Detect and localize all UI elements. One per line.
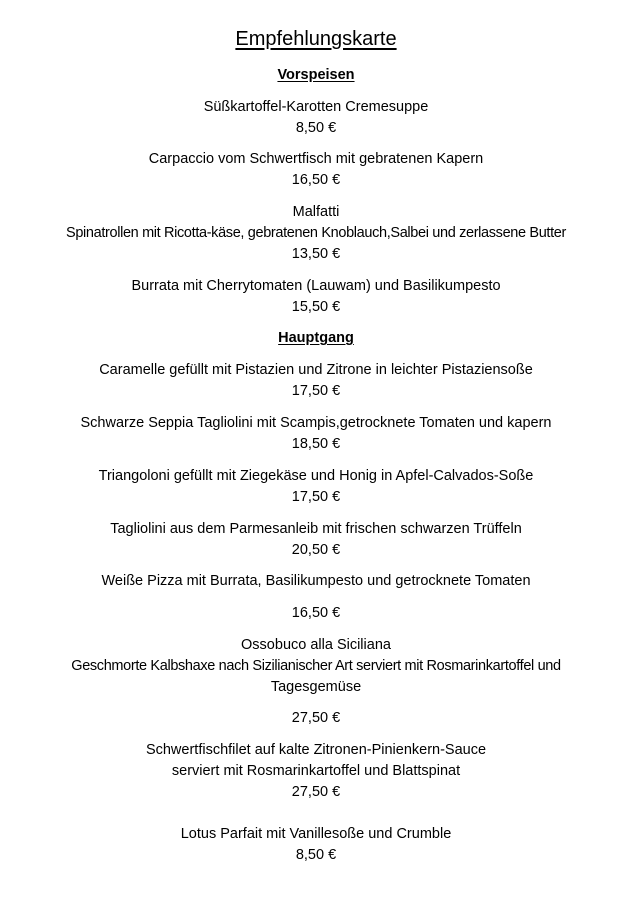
dish-name: Schwarze Seppia Tagliolini mit Scampis,getrocknete Tomaten und kapern xyxy=(80,415,552,431)
dish-name: Malfatti xyxy=(292,204,340,220)
dish-price: 27,50 € xyxy=(291,784,341,800)
dish-price: 18,50 € xyxy=(291,436,341,452)
dish-name: Schwertfischfilet auf kalte Zitronen-Pinienkern-Sauce xyxy=(145,742,487,758)
dish-name: Ossobuco alla Siciliana xyxy=(241,637,391,653)
dish-price: 8,50 € xyxy=(295,847,337,863)
section-heading-hauptgang: Hauptgang xyxy=(278,330,354,346)
dish-description: Geschmorte Kalbshaxe nach Sizilianischer Art serviert mit Rosmarinkartoffel und xyxy=(71,658,561,674)
dish-price: 8,50 € xyxy=(295,120,337,136)
dish-price: 16,50 € xyxy=(291,172,341,188)
dish-price: 13,50 € xyxy=(291,246,341,262)
dish-price: 17,50 € xyxy=(291,489,341,505)
dish-name: Tagliolini aus dem Parmesanleib mit frischen schwarzen Trüffeln xyxy=(110,521,522,537)
dish-price: 20,50 € xyxy=(291,542,341,558)
dish-price: 27,50 € xyxy=(291,710,341,726)
dish-name: Lotus Parfait mit Vanillesoße und Crumble xyxy=(180,826,452,842)
page-title: Empfehlungskarte xyxy=(235,28,397,50)
dish-price: 15,50 € xyxy=(291,299,341,315)
dish-name: Weiße Pizza mit Burrata, Basilikumpesto und getrocknete Tomaten xyxy=(101,573,531,589)
dish-name: Triangoloni gefüllt mit Ziegekäse und Honig in Apfel-Calvados-Soße xyxy=(98,468,534,484)
dish-price: 16,50 € xyxy=(291,605,341,621)
dish-description: serviert mit Rosmarinkartoffel und Blattspinat xyxy=(171,763,461,779)
section-heading-vorspeisen: Vorspeisen xyxy=(277,67,355,83)
dish-price: 17,50 € xyxy=(291,383,341,399)
dish-name: Burrata mit Cherrytomaten (Lauwam) und Basilikumpesto xyxy=(131,278,501,294)
dish-name: Süßkartoffel-Karotten Cremesuppe xyxy=(203,99,429,115)
dish-name: Caramelle gefüllt mit Pistazien und Zitrone in leichter Pistaziensoße xyxy=(99,362,533,378)
dish-description: Tagesgemüse xyxy=(270,679,362,695)
dish-description: Spinatrollen mit Ricotta-käse, gebratenen Knoblauch,Salbei und zerlassene Butter xyxy=(66,225,566,241)
dish-name: Carpaccio vom Schwertfisch mit gebratenen Kapern xyxy=(148,151,484,167)
